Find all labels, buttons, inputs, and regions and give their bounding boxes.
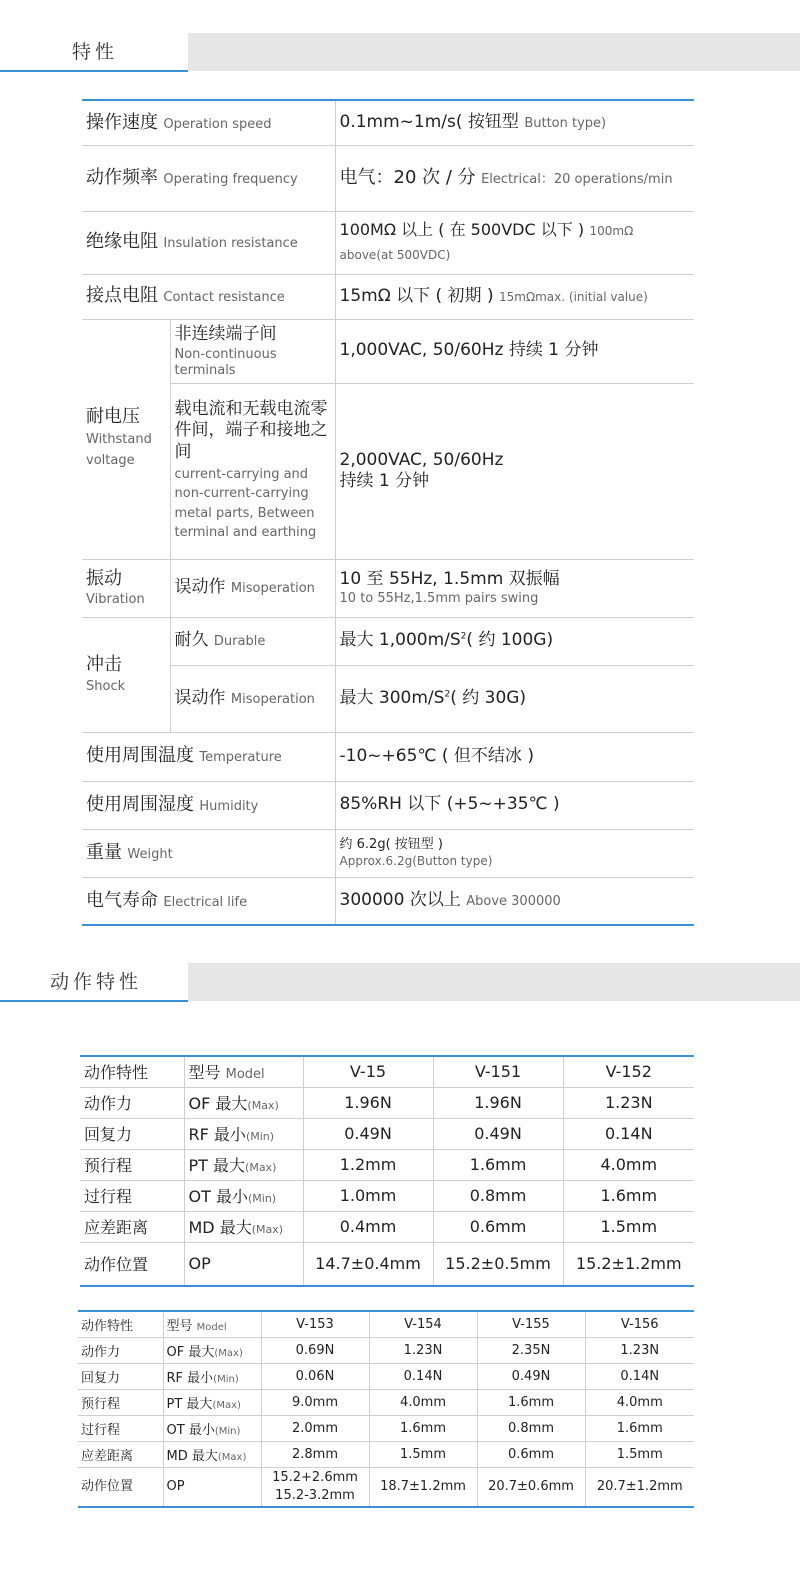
kind: 最大	[215, 1094, 248, 1113]
spec-row-withstand-1	[82, 319, 694, 383]
table-header-row	[78, 1311, 694, 1337]
sub-label-zh: 误动作	[174, 577, 226, 598]
sub-label-en: current-carrying and non-current-carrying metal parts, Between terminal and earthing	[174, 466, 317, 541]
section-underline	[0, 70, 188, 72]
code: MD	[188, 1218, 215, 1237]
spec-row-humidity	[82, 781, 694, 829]
superscript: 2	[460, 631, 467, 642]
row-code	[184, 1087, 303, 1118]
table-row	[78, 1389, 694, 1415]
value: 85%RH 以下 (+5~+35℃ )	[339, 794, 560, 815]
value-line-1: 2,000VAC, 50/60Hz	[339, 449, 504, 470]
unit: (Min)	[214, 1425, 241, 1437]
label-en: Shock	[86, 678, 126, 694]
unit: (Min)	[247, 1192, 277, 1205]
cell: 4.0mm	[369, 1389, 477, 1415]
row-name: 预行程	[80, 1149, 184, 1180]
row-code	[184, 1211, 303, 1242]
cell: 1.23N	[369, 1337, 477, 1363]
row-code: OP	[163, 1467, 261, 1507]
value-en: 10 to 55Hz,1.5mm pairs swing	[339, 590, 539, 606]
cell: 1.5mm	[585, 1441, 694, 1467]
table-row	[78, 1415, 694, 1441]
row-name: 动作位置	[80, 1242, 184, 1286]
value: -10~+65℃ ( 但不结冰 )	[339, 745, 534, 766]
spec-row-weight	[82, 829, 694, 877]
spec-row-vibration	[82, 559, 694, 617]
table-row	[78, 1337, 694, 1363]
cell: 20.7±0.6mm	[477, 1467, 585, 1507]
cell: 20.7±1.2mm	[585, 1467, 694, 1507]
value-en: 15mΩmax. (initial value)	[498, 289, 648, 304]
label-en: Temperature	[199, 750, 282, 766]
label-zh: 耐电压	[86, 405, 140, 427]
row-name: 动作力	[78, 1337, 163, 1363]
label-zh: 动作频率	[86, 166, 158, 188]
code: RF	[166, 1370, 184, 1386]
spec-row-speed	[82, 100, 694, 145]
cell: 2.35N	[477, 1337, 585, 1363]
cell: 1.96N	[303, 1087, 433, 1118]
cell: 0.8mm	[433, 1180, 563, 1211]
label-en: Electrical life	[163, 894, 248, 910]
row-name: 过行程	[78, 1415, 163, 1441]
value: 1,000VAC, 50/60Hz 持续 1 分钟	[339, 340, 599, 361]
row-code	[163, 1337, 261, 1363]
row-code	[163, 1415, 261, 1441]
unit: (Max)	[214, 1347, 243, 1359]
row-name: 动作力	[80, 1087, 184, 1118]
kind: 最小	[213, 1125, 246, 1144]
spec-row-life	[82, 877, 694, 925]
cell: 2.8mm	[261, 1441, 369, 1467]
code: PT	[188, 1156, 208, 1175]
value-en: 100mΩ above(at 500VDC)	[339, 223, 634, 262]
section-title: 动作特性	[50, 971, 143, 993]
label-en: Insulation resistance	[163, 236, 298, 252]
sub-label-en: Durable	[213, 634, 266, 650]
cell: 1.23N	[563, 1087, 694, 1118]
cell: 4.0mm	[563, 1149, 694, 1180]
sub-label-zh: 载电流和无载电流零件间，端子和接地之间	[174, 399, 328, 462]
cell: 0.14N	[585, 1363, 694, 1389]
label-zh: 接点电阻	[86, 285, 158, 307]
spec-table	[82, 99, 694, 926]
row-code: OP	[184, 1242, 303, 1286]
sub-label-en: Misoperation	[230, 581, 315, 597]
label-zh: 使用周围温度	[86, 745, 194, 767]
value-line-2: 持续 1 分钟	[339, 471, 430, 491]
value-zh: 10 至 55Hz, 1.5mm 双振幅	[339, 569, 560, 590]
kind: 最大	[188, 1344, 215, 1360]
kind: 最大	[219, 1218, 252, 1237]
section-header-characteristics	[0, 33, 800, 71]
spec-row-shock-durable	[82, 617, 694, 665]
sub-label-zh: 误动作	[174, 687, 226, 708]
cell-line-2: 15.2-3.2mm	[275, 1487, 355, 1503]
row-name: 回复力	[78, 1363, 163, 1389]
table-row	[80, 1087, 694, 1118]
cell: 0.14N	[563, 1118, 694, 1149]
code: OF	[188, 1094, 211, 1113]
value-en: Approx.6.2g(Button type)	[339, 853, 493, 868]
code: OF	[166, 1344, 185, 1360]
label-en: Contact resistance	[163, 290, 285, 306]
model-v151: V-151	[433, 1056, 563, 1087]
value-zh: 电气：20 次 / 分	[339, 166, 476, 188]
model-v154: V-154	[369, 1311, 477, 1337]
spec-row-shock-misop	[82, 665, 694, 732]
cell: 4.0mm	[585, 1389, 694, 1415]
header-model-en: Model	[225, 1067, 265, 1083]
code: PT	[166, 1396, 183, 1412]
operating-table-1	[80, 1055, 694, 1287]
kind: 最大	[191, 1448, 218, 1464]
label-en: Weight	[127, 846, 173, 862]
unit: (Max)	[247, 1099, 279, 1112]
cell: 0.14N	[369, 1363, 477, 1389]
label-en: Withstand voltage	[86, 432, 152, 469]
value-approx: ( 约 100G)	[466, 630, 554, 651]
row-name: 动作位置	[78, 1467, 163, 1507]
kind: 最大	[186, 1396, 213, 1412]
table-row	[78, 1467, 694, 1507]
kind: 最大	[213, 1156, 246, 1175]
spec-row-withstand-2	[82, 383, 694, 559]
cell-line-1: 15.2+2.6mm	[272, 1469, 358, 1485]
value-zh: 300000 次以上	[339, 890, 461, 911]
value-en: Electrical：20 operations/min	[481, 171, 673, 187]
row-name: 应差距离	[80, 1211, 184, 1242]
value-zh: 约 6.2g( 按钮型 )	[339, 836, 443, 852]
spec-row-temperature	[82, 732, 694, 781]
sub-label-zh: 非连续端子间	[174, 323, 277, 344]
cell: 1.96N	[433, 1087, 563, 1118]
label-en: Operating frequency	[163, 171, 298, 187]
section-header-bar	[188, 33, 800, 71]
model-v156: V-156	[585, 1311, 694, 1337]
cell: 1.23N	[585, 1337, 694, 1363]
model-v155: V-155	[477, 1311, 585, 1337]
row-name: 回复力	[80, 1118, 184, 1149]
cell: 15.2±0.5mm	[433, 1242, 563, 1286]
header-model-en: Model	[196, 1321, 227, 1333]
header-characteristic: 动作特性	[78, 1311, 163, 1337]
cell: 15.2±1.2mm	[563, 1242, 694, 1286]
value: 最大 300m/S	[339, 687, 445, 708]
cell: 0.6mm	[433, 1211, 563, 1242]
value-zh: 0.1mm~1m/s( 按钮型	[339, 112, 519, 133]
label-en: Humidity	[199, 798, 259, 814]
table-header-row	[80, 1056, 694, 1087]
row-name: 应差距离	[78, 1441, 163, 1467]
label-zh: 振动	[86, 567, 122, 589]
kind: 最小	[188, 1422, 215, 1438]
row-code	[184, 1180, 303, 1211]
sub-label-en: Misoperation	[230, 691, 315, 707]
cell: 1.2mm	[303, 1149, 433, 1180]
value: 最大 1,000m/S	[339, 630, 461, 651]
label-zh: 冲击	[86, 654, 122, 676]
sub-label-zh: 耐久	[174, 630, 209, 651]
cell: 1.0mm	[303, 1180, 433, 1211]
cell: 1.5mm	[563, 1211, 694, 1242]
model-v15: V-15	[303, 1056, 433, 1087]
cell: 1.5mm	[369, 1441, 477, 1467]
label-zh: 操作速度	[86, 111, 158, 133]
unit: (Min)	[213, 1373, 239, 1385]
table-row	[80, 1149, 694, 1180]
header-model	[184, 1056, 303, 1087]
code: OT	[188, 1187, 211, 1206]
code: RF	[188, 1125, 209, 1144]
label-zh: 绝缘电阻	[86, 231, 158, 253]
unit: (Min)	[245, 1130, 275, 1143]
cell: 0.8mm	[477, 1415, 585, 1441]
row-name: 过行程	[80, 1180, 184, 1211]
table-row	[78, 1363, 694, 1389]
code: MD	[166, 1448, 188, 1464]
model-v153: V-153	[261, 1311, 369, 1337]
cell: 9.0mm	[261, 1389, 369, 1415]
section-title: 特性	[72, 41, 119, 63]
value-en: Above 300000	[466, 894, 561, 910]
kind: 最小	[187, 1370, 214, 1386]
superscript: 2	[444, 689, 451, 700]
cell: 14.7±0.4mm	[303, 1242, 433, 1286]
cell: 1.6mm	[563, 1180, 694, 1211]
header-characteristic: 动作特性	[80, 1056, 184, 1087]
unit: (Max)	[212, 1399, 241, 1411]
unit: (Max)	[251, 1223, 284, 1236]
row-code	[163, 1441, 261, 1467]
cell: 1.6mm	[369, 1415, 477, 1441]
label-zh: 使用周围湿度	[86, 793, 194, 815]
row-name: 预行程	[78, 1389, 163, 1415]
cell: 1.6mm	[433, 1149, 563, 1180]
unit: (Max)	[245, 1161, 277, 1174]
spec-row-insulation	[82, 211, 694, 274]
header-model-zh: 型号	[166, 1318, 193, 1334]
spec-row-contact	[82, 274, 694, 319]
cell	[261, 1467, 369, 1507]
sub-label-en: Non-continuous terminals	[174, 347, 277, 378]
value-zh: 100MΩ 以上 ( 在 500VDC 以下 )	[339, 219, 585, 239]
row-code	[184, 1149, 303, 1180]
table-row	[80, 1118, 694, 1149]
section-header-operating-characteristics	[0, 963, 800, 1001]
header-model	[163, 1311, 261, 1337]
value-zh: 15mΩ 以下 ( 初期 )	[339, 285, 494, 306]
cell: 0.49N	[433, 1118, 563, 1149]
cell: 1.6mm	[477, 1389, 585, 1415]
cell: 0.49N	[303, 1118, 433, 1149]
code: OT	[166, 1422, 185, 1438]
cell: 0.69N	[261, 1337, 369, 1363]
model-v152: V-152	[563, 1056, 694, 1087]
row-code	[184, 1118, 303, 1149]
header-model-zh: 型号	[188, 1063, 221, 1083]
cell: 18.7±1.2mm	[369, 1467, 477, 1507]
cell: 0.49N	[477, 1363, 585, 1389]
value-en: Button type)	[524, 116, 607, 132]
table-row	[80, 1180, 694, 1211]
spec-row-frequency	[82, 145, 694, 211]
table-row	[80, 1242, 694, 1286]
cell: 2.0mm	[261, 1415, 369, 1441]
cell: 0.4mm	[303, 1211, 433, 1242]
table-row	[80, 1211, 694, 1242]
section-underline	[0, 1000, 188, 1002]
value-approx: ( 约 30G)	[450, 687, 527, 708]
unit: (Max)	[217, 1451, 247, 1463]
kind: 最小	[215, 1187, 248, 1206]
section-header-bar	[188, 963, 800, 1001]
operating-table-2	[78, 1310, 694, 1508]
label-zh: 重量	[86, 841, 122, 863]
label-en: Vibration	[86, 592, 145, 608]
row-code	[163, 1389, 261, 1415]
cell: 0.6mm	[477, 1441, 585, 1467]
label-zh: 电气寿命	[86, 889, 158, 911]
cell: 0.06N	[261, 1363, 369, 1389]
cell: 1.6mm	[585, 1415, 694, 1441]
label-en: Operation speed	[163, 116, 272, 132]
row-code	[163, 1363, 261, 1389]
table-row	[78, 1441, 694, 1467]
